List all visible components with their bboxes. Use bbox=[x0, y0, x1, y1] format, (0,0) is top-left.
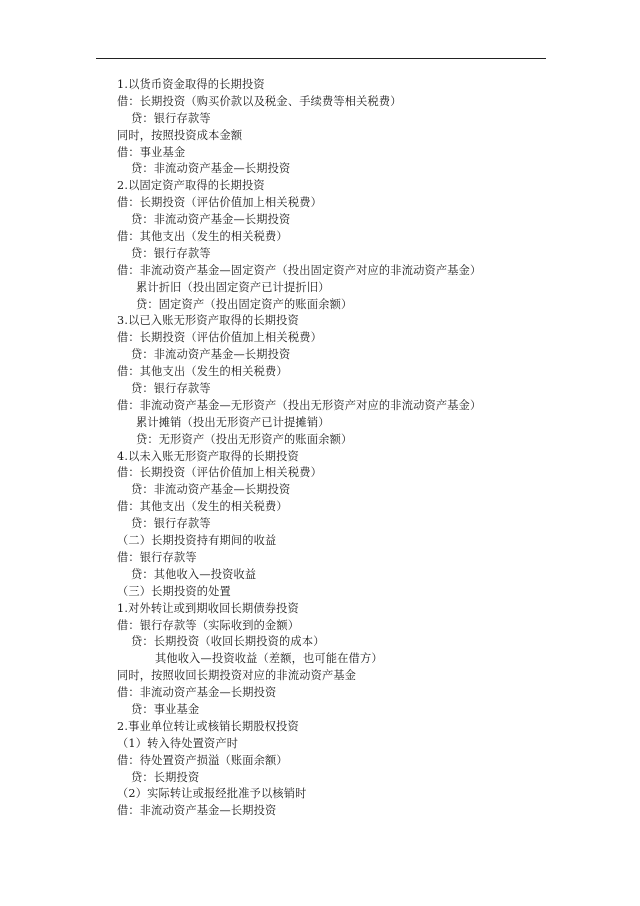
document-body bbox=[117, 77, 557, 820]
text-line: 借：其他支出（发生的相关税费） bbox=[117, 500, 288, 514]
text-line: 借：长期投资（评估价值加上相关税费） bbox=[117, 331, 322, 345]
text-line: 贷：其他收入—投资收益 bbox=[131, 567, 257, 581]
text-line: 贷：银行存款等 bbox=[131, 517, 211, 531]
text-line: 2.以固定资产取得的长期投资 bbox=[117, 179, 265, 193]
text-line: 贷：非流动资产基金—长期投资 bbox=[131, 162, 291, 176]
text-line: （二）长期投资持有期间的收益 bbox=[117, 534, 277, 548]
text-line: 借：银行存款等 bbox=[117, 550, 197, 564]
header-rule bbox=[96, 58, 546, 59]
text-line: 借：长期投资（评估价值加上相关税费） bbox=[117, 196, 322, 210]
text-line: 贷：长期投资 bbox=[131, 770, 200, 784]
text-line: 借：非流动资产基金—固定资产（投出固定资产对应的非流动资产基金） bbox=[117, 263, 482, 277]
text-line: （三）长期投资的处置 bbox=[117, 584, 231, 598]
text-line: 贷：非流动资产基金—长期投资 bbox=[131, 348, 291, 362]
text-line: （1）转入待处置资产时 bbox=[117, 736, 239, 750]
text-line: 同时，按照投资成本金额 bbox=[117, 128, 243, 142]
text-line: 4.以未入账无形资产取得的长期投资 bbox=[117, 449, 299, 463]
text-line: 1.对外转让或到期收回长期债券投资 bbox=[117, 601, 299, 615]
text-line: 贷：固定资产（投出固定资产的账面余额） bbox=[136, 297, 353, 311]
text-line: 借：待处置资产损溢（账面余额） bbox=[117, 753, 288, 767]
text-line: 贷：非流动资产基金—长期投资 bbox=[131, 213, 291, 227]
text-line: 贷：非流动资产基金—长期投资 bbox=[131, 483, 291, 497]
text-line: 累计折旧（投出固定资产已计提折旧） bbox=[136, 280, 330, 294]
text-line: 贷：无形资产（投出无形资产的账面余额） bbox=[136, 432, 353, 446]
text-line: 借：非流动资产基金—无形资产（投出无形资产对应的非流动资产基金） bbox=[117, 398, 482, 412]
text-line: 借：长期投资（评估价值加上相关税费） bbox=[117, 466, 322, 480]
text-line: 1.以货币资金取得的长期投资 bbox=[117, 78, 265, 91]
text-line: 贷：银行存款等 bbox=[131, 382, 211, 396]
text-line: 贷：事业基金 bbox=[131, 702, 200, 716]
text-line: 同时，按照收回长期投资对应的非流动资产基金 bbox=[117, 669, 357, 683]
text-line: 借：长期投资（购买价款以及税金、手续费等相关税费） bbox=[117, 94, 402, 108]
text-line: 借：事业基金 bbox=[117, 145, 186, 159]
text-line: 借：银行存款等（实际收到的金额） bbox=[117, 618, 300, 632]
text-line: 贷：银行存款等 bbox=[131, 111, 211, 125]
text-line: （2）实际转让或报经批准予以核销时 bbox=[117, 787, 307, 801]
text-line: 借：非流动资产基金—长期投资 bbox=[117, 686, 277, 700]
text-line: 借：其他支出（发生的相关税费） bbox=[117, 230, 288, 244]
text-line: 2.事业单位转让或核销长期股权投资 bbox=[117, 719, 299, 733]
text-line: 3.以已入账无形资产取得的长期投资 bbox=[117, 314, 299, 328]
text-line: 累计摊销（投出无形资产已计提摊销） bbox=[136, 415, 330, 429]
text-line: 贷：银行存款等 bbox=[131, 246, 211, 260]
text-line: 借：其他支出（发生的相关税费） bbox=[117, 365, 288, 379]
text-line: 贷：长期投资（收回长期投资的成本） bbox=[131, 635, 325, 649]
text-line: 其他收入—投资收益（差额，也可能在借方） bbox=[155, 652, 383, 666]
text-line: 借：非流动资产基金—长期投资 bbox=[117, 804, 277, 818]
